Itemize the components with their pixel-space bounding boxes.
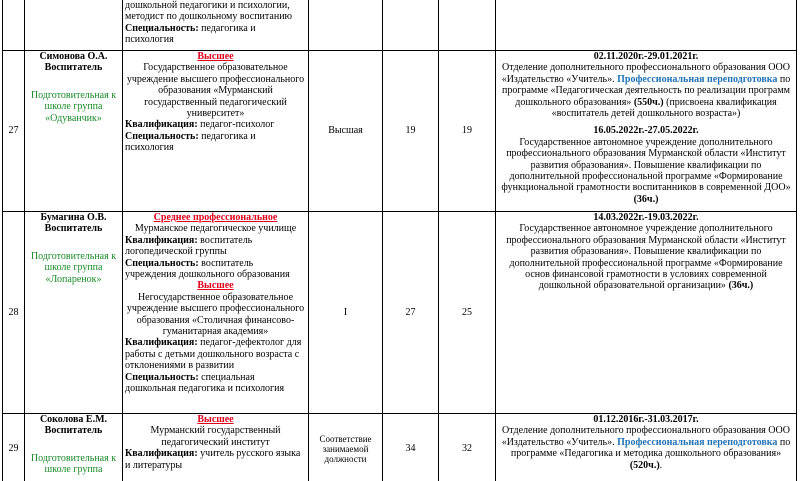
education-institution: Мурманское педагогическое училище — [134, 223, 297, 235]
education-level: Высшее — [197, 51, 234, 62]
employee-group: Подготовительная к школе группа — [30, 452, 117, 476]
row-number: 27 — [3, 51, 25, 212]
employee-group: Подготовительная к школе группа «Лопаренок» — [30, 250, 117, 285]
education-level: Высшее — [197, 280, 234, 292]
qualification-value: воспитатель логопедической группы — [125, 234, 253, 258]
specialty-value: воспитатель учреждения дошкольного образования — [125, 257, 290, 281]
course-dates: 14.03.2022г.-19.03.2022г. — [593, 212, 699, 223]
education-cell — [123, 212, 309, 414]
employee-role: Воспитатель — [44, 223, 103, 235]
courses-cell — [496, 51, 797, 212]
pedagogical-experience: 19 — [439, 51, 496, 212]
course-description: Отделение дополнительного профессионального образования ООО «Издательство «Учитель». Профессиональная переподготовка по программе «Педагогическая деятельность по реализации программ дошкольного образования» (550ч.) (присвоена квалификация «воспитатель детей дошкольного возраста») — [501, 62, 791, 120]
table-row — [3, 212, 797, 414]
specialty-label: Специальность: — [125, 257, 199, 269]
education-text: дошкольной педагогики и психологии, — [125, 0, 290, 11]
course-description: Отделение дополнительного профессионального образования ООО «Издательство «Учитель». Профессиональная переподготовка по программе «Педагогика и методика дошкольного образования» (520ч.). — [501, 425, 791, 471]
category-cell: Соответствие занимаемой должности — [309, 414, 383, 481]
table-row — [3, 414, 797, 481]
education-text: методист по дошкольному воспитанию — [125, 11, 293, 23]
employee-group: Подготовительная к школе группа «Одуванчик» — [30, 89, 117, 124]
education-institution: Негосударственное образовательное учреждение высшего профессионального образования «Столичная финансово-гуманитарная академия» — [126, 291, 305, 338]
row-number: 29 — [3, 414, 25, 481]
staff-table — [2, 0, 797, 481]
education-institution: Мурманский государственный педагогический институт — [150, 425, 281, 448]
specialty-value: специальная дошкольная педагогика и психология — [125, 371, 285, 395]
employee-name: Соколова Е.М. — [39, 414, 108, 425]
retraining-highlight: Профессиональная переподготовка — [617, 73, 778, 85]
employee-cell — [25, 51, 123, 212]
education-cell — [123, 51, 309, 212]
employee-cell — [25, 212, 123, 414]
specialty-label: Специальность: — [125, 130, 199, 142]
education-level: Высшее — [197, 414, 234, 425]
total-experience: 27 — [383, 212, 439, 414]
employee-cell — [25, 414, 123, 481]
specialty-value: педагогика и — [198, 22, 256, 34]
course-hours: (550ч.) — [633, 96, 664, 108]
qualification-value: учитель русского языка и литературы — [125, 448, 301, 471]
employee-role: Воспитатель — [44, 62, 103, 74]
course-hours: (36ч.) — [728, 280, 754, 292]
table-row — [3, 0, 797, 51]
pedagogical-experience: 32 — [439, 414, 496, 481]
specialty-value: педагогика и психология — [125, 130, 256, 154]
employee-role: Воспитатель — [44, 425, 103, 437]
category-cell: Высшая — [309, 51, 383, 212]
table-row — [3, 51, 797, 212]
course-dates: 01.12.2016г.-31.03.2017г. — [593, 414, 699, 425]
course-description: Государственное автономное учреждение дополнительного профессионального образования Мурманской области «Институт развития образования». Повышение квалификации по дополнительной профессиональной программе «Формирование основ финансовой грамотности в условиях современной дошкольной образовательной организации» (36ч.) — [506, 223, 786, 292]
specialty-label: Специальность: — [125, 371, 199, 383]
course-hours: (520ч.) — [629, 459, 660, 471]
courses-cell — [496, 212, 797, 414]
course-hours: (36ч.) — [633, 193, 659, 205]
education-level: Среднее профессиональное — [153, 212, 278, 223]
retraining-highlight: Профессиональная переподготовка — [617, 436, 778, 448]
specialty-value: психология — [125, 34, 174, 46]
qualification-label: Квалификация: — [125, 234, 198, 246]
employee-name: Бумагина О.В. — [40, 212, 107, 223]
courses-cell — [496, 414, 797, 481]
course-dates: 02.11.2020г.-29.01.2021г. — [593, 51, 699, 62]
employee-name: Симонова О.А. — [39, 51, 108, 62]
pedagogical-experience: 25 — [439, 212, 496, 414]
course-description: Государственное автономное учреждение дополнительного профессионального образования Мурманской области «Институт развития образования». Повышение квалификации по дополнительной профессиональной программе «Формирование функциональной грамотности воспитанников в современной ДОО» (36ч.) — [501, 136, 791, 205]
education-cell — [123, 0, 309, 51]
row-number: 28 — [3, 212, 25, 414]
qualification-label: Квалификация: — [125, 448, 198, 460]
qualification-label: Квалификация: — [125, 337, 198, 349]
total-experience: 19 — [383, 51, 439, 212]
education-cell — [123, 414, 309, 481]
category-cell: I — [309, 212, 383, 414]
qualification-label: Квалификация: — [125, 119, 198, 131]
course-dates: 16.05.2022г.-27.05.2022г. — [593, 125, 699, 137]
qualification-value: педагог-психолог — [197, 119, 275, 131]
specialty-label: Специальность: — [125, 22, 199, 34]
qualification-value: педагог-дефектолог для работы с детьми дошкольного возраста с отклонениями в развитии — [125, 337, 302, 372]
education-institution: Государственное образовательное учреждение высшего профессионального образования «Мурманский государственный педагогический университет» — [126, 62, 305, 120]
total-experience: 34 — [383, 414, 439, 481]
